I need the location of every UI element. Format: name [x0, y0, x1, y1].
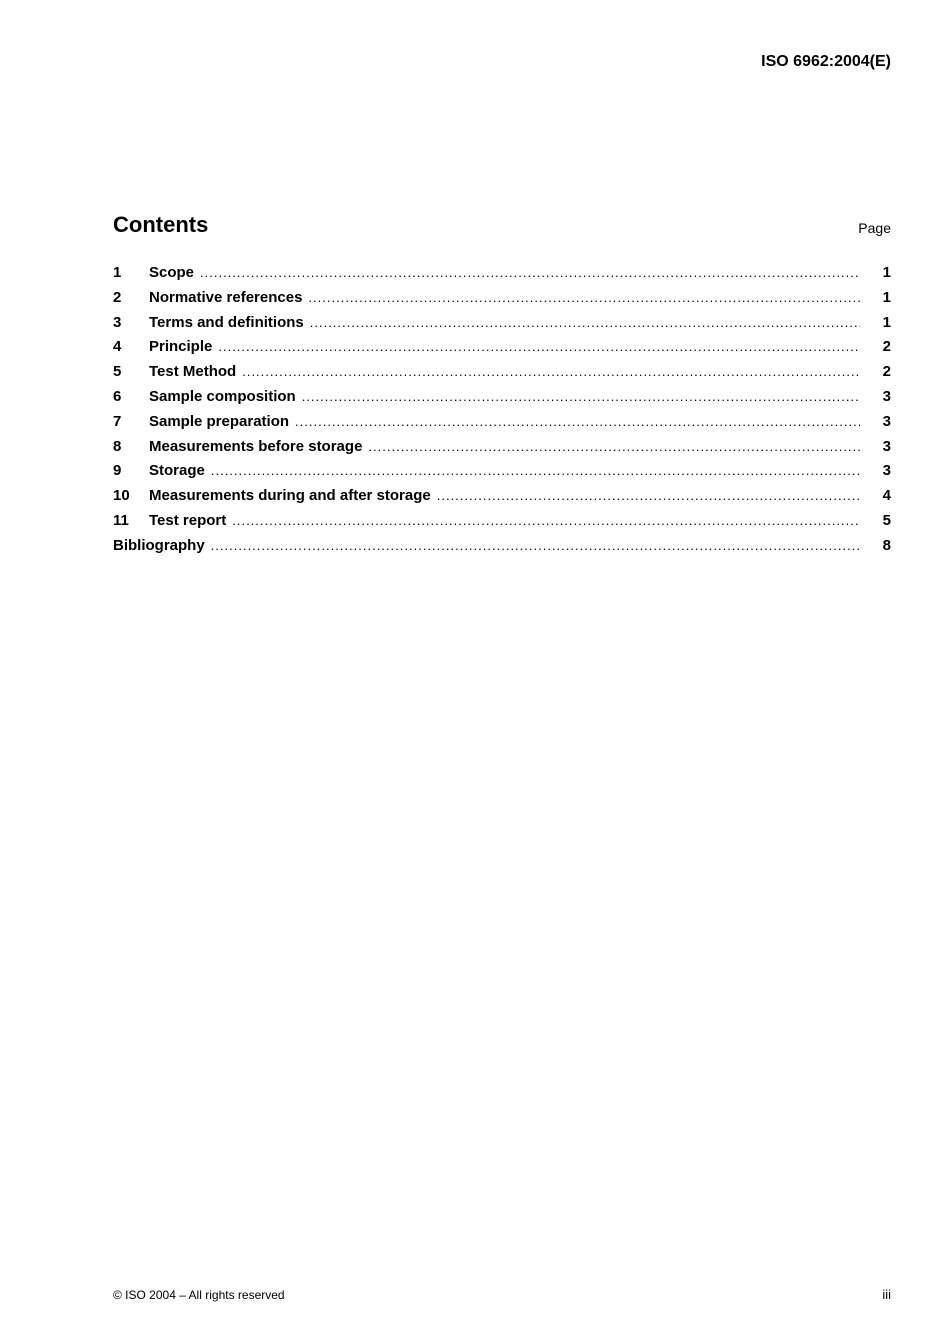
table-of-contents [113, 264, 891, 562]
toc-entry-page: 4 [882, 487, 891, 505]
toc-leader-dots [242, 364, 860, 379]
toc-entry-number: 1 [113, 264, 122, 281]
toc-entry-11[interactable] [113, 512, 891, 537]
toc-leader-dots [211, 463, 860, 478]
toc-leader-dots [218, 339, 860, 354]
copyright-notice: © ISO 2004 – All rights reserved [113, 1288, 285, 1302]
toc-entry-10[interactable] [113, 487, 891, 512]
toc-entry-6[interactable] [113, 388, 891, 413]
toc-entry-page: 3 [882, 412, 891, 430]
toc-entry-8[interactable] [113, 438, 891, 463]
toc-entry-page: 3 [882, 437, 891, 455]
toc-leader-dots [232, 513, 860, 528]
toc-entry-number: 4 [113, 338, 122, 356]
toc-entry-1[interactable] [113, 264, 891, 289]
toc-entry-title: Test report [149, 511, 227, 529]
toc-entry-number: 2 [113, 288, 122, 306]
toc-leader-dots [211, 538, 860, 553]
toc-entry-page: 2 [882, 363, 891, 381]
toc-entry-title: Principle [149, 338, 213, 356]
toc-entry-page: 3 [882, 462, 891, 480]
toc-entry-number: 3 [113, 313, 122, 331]
toc-entry-title: Normative references [149, 288, 303, 306]
toc-entry-page: 5 [882, 511, 891, 529]
toc-entry-number: 6 [113, 387, 122, 405]
toc-entry-bibliography[interactable] [113, 537, 891, 562]
contents-heading: Contents [113, 212, 209, 237]
toc-entry-2[interactable] [113, 289, 891, 314]
toc-entry-page: 2 [882, 338, 891, 356]
toc-leader-dots [310, 315, 860, 330]
toc-entry-number: 9 [113, 462, 122, 480]
toc-entry-number: 7 [113, 412, 122, 430]
page-column-label: Page [858, 220, 891, 236]
toc-entry-7[interactable] [113, 413, 891, 438]
toc-entry-title: Measurements during and after storage [149, 487, 431, 505]
toc-entry-number: 10 [113, 487, 130, 505]
toc-entry-5[interactable] [113, 363, 891, 388]
toc-leader-dots [200, 265, 860, 280]
toc-entry-title: Measurements before storage [149, 437, 363, 455]
toc-entry-4[interactable] [113, 338, 891, 363]
toc-entry-number: 11 [113, 511, 129, 529]
toc-entry-title: Terms and definitions [149, 313, 304, 331]
toc-leader-dots [368, 439, 860, 454]
toc-entry-title: Scope [149, 264, 195, 281]
toc-leader-dots [308, 290, 860, 305]
toc-entry-page: 1 [882, 264, 891, 281]
toc-entry-title: Test Method [149, 363, 237, 381]
toc-entry-number: 8 [113, 437, 122, 455]
toc-entry-title: Bibliography [113, 536, 205, 554]
toc-entry-number: 5 [113, 363, 122, 381]
toc-leader-dots [302, 389, 860, 404]
toc-entry-page: 1 [882, 288, 891, 306]
toc-leader-dots [437, 488, 860, 503]
document-id: ISO 6962:2004(E) [761, 53, 891, 70]
toc-entry-page: 8 [882, 536, 891, 554]
toc-entry-title: Sample composition [149, 387, 296, 405]
toc-leader-dots [295, 414, 860, 429]
toc-entry-page: 1 [882, 313, 891, 331]
toc-entry-9[interactable] [113, 462, 891, 487]
toc-entry-3[interactable] [113, 314, 891, 339]
page-number: iii [882, 1287, 891, 1302]
toc-entry-title: Storage [149, 462, 205, 480]
toc-entry-page: 3 [882, 387, 891, 405]
toc-entry-title: Sample preparation [149, 412, 290, 430]
